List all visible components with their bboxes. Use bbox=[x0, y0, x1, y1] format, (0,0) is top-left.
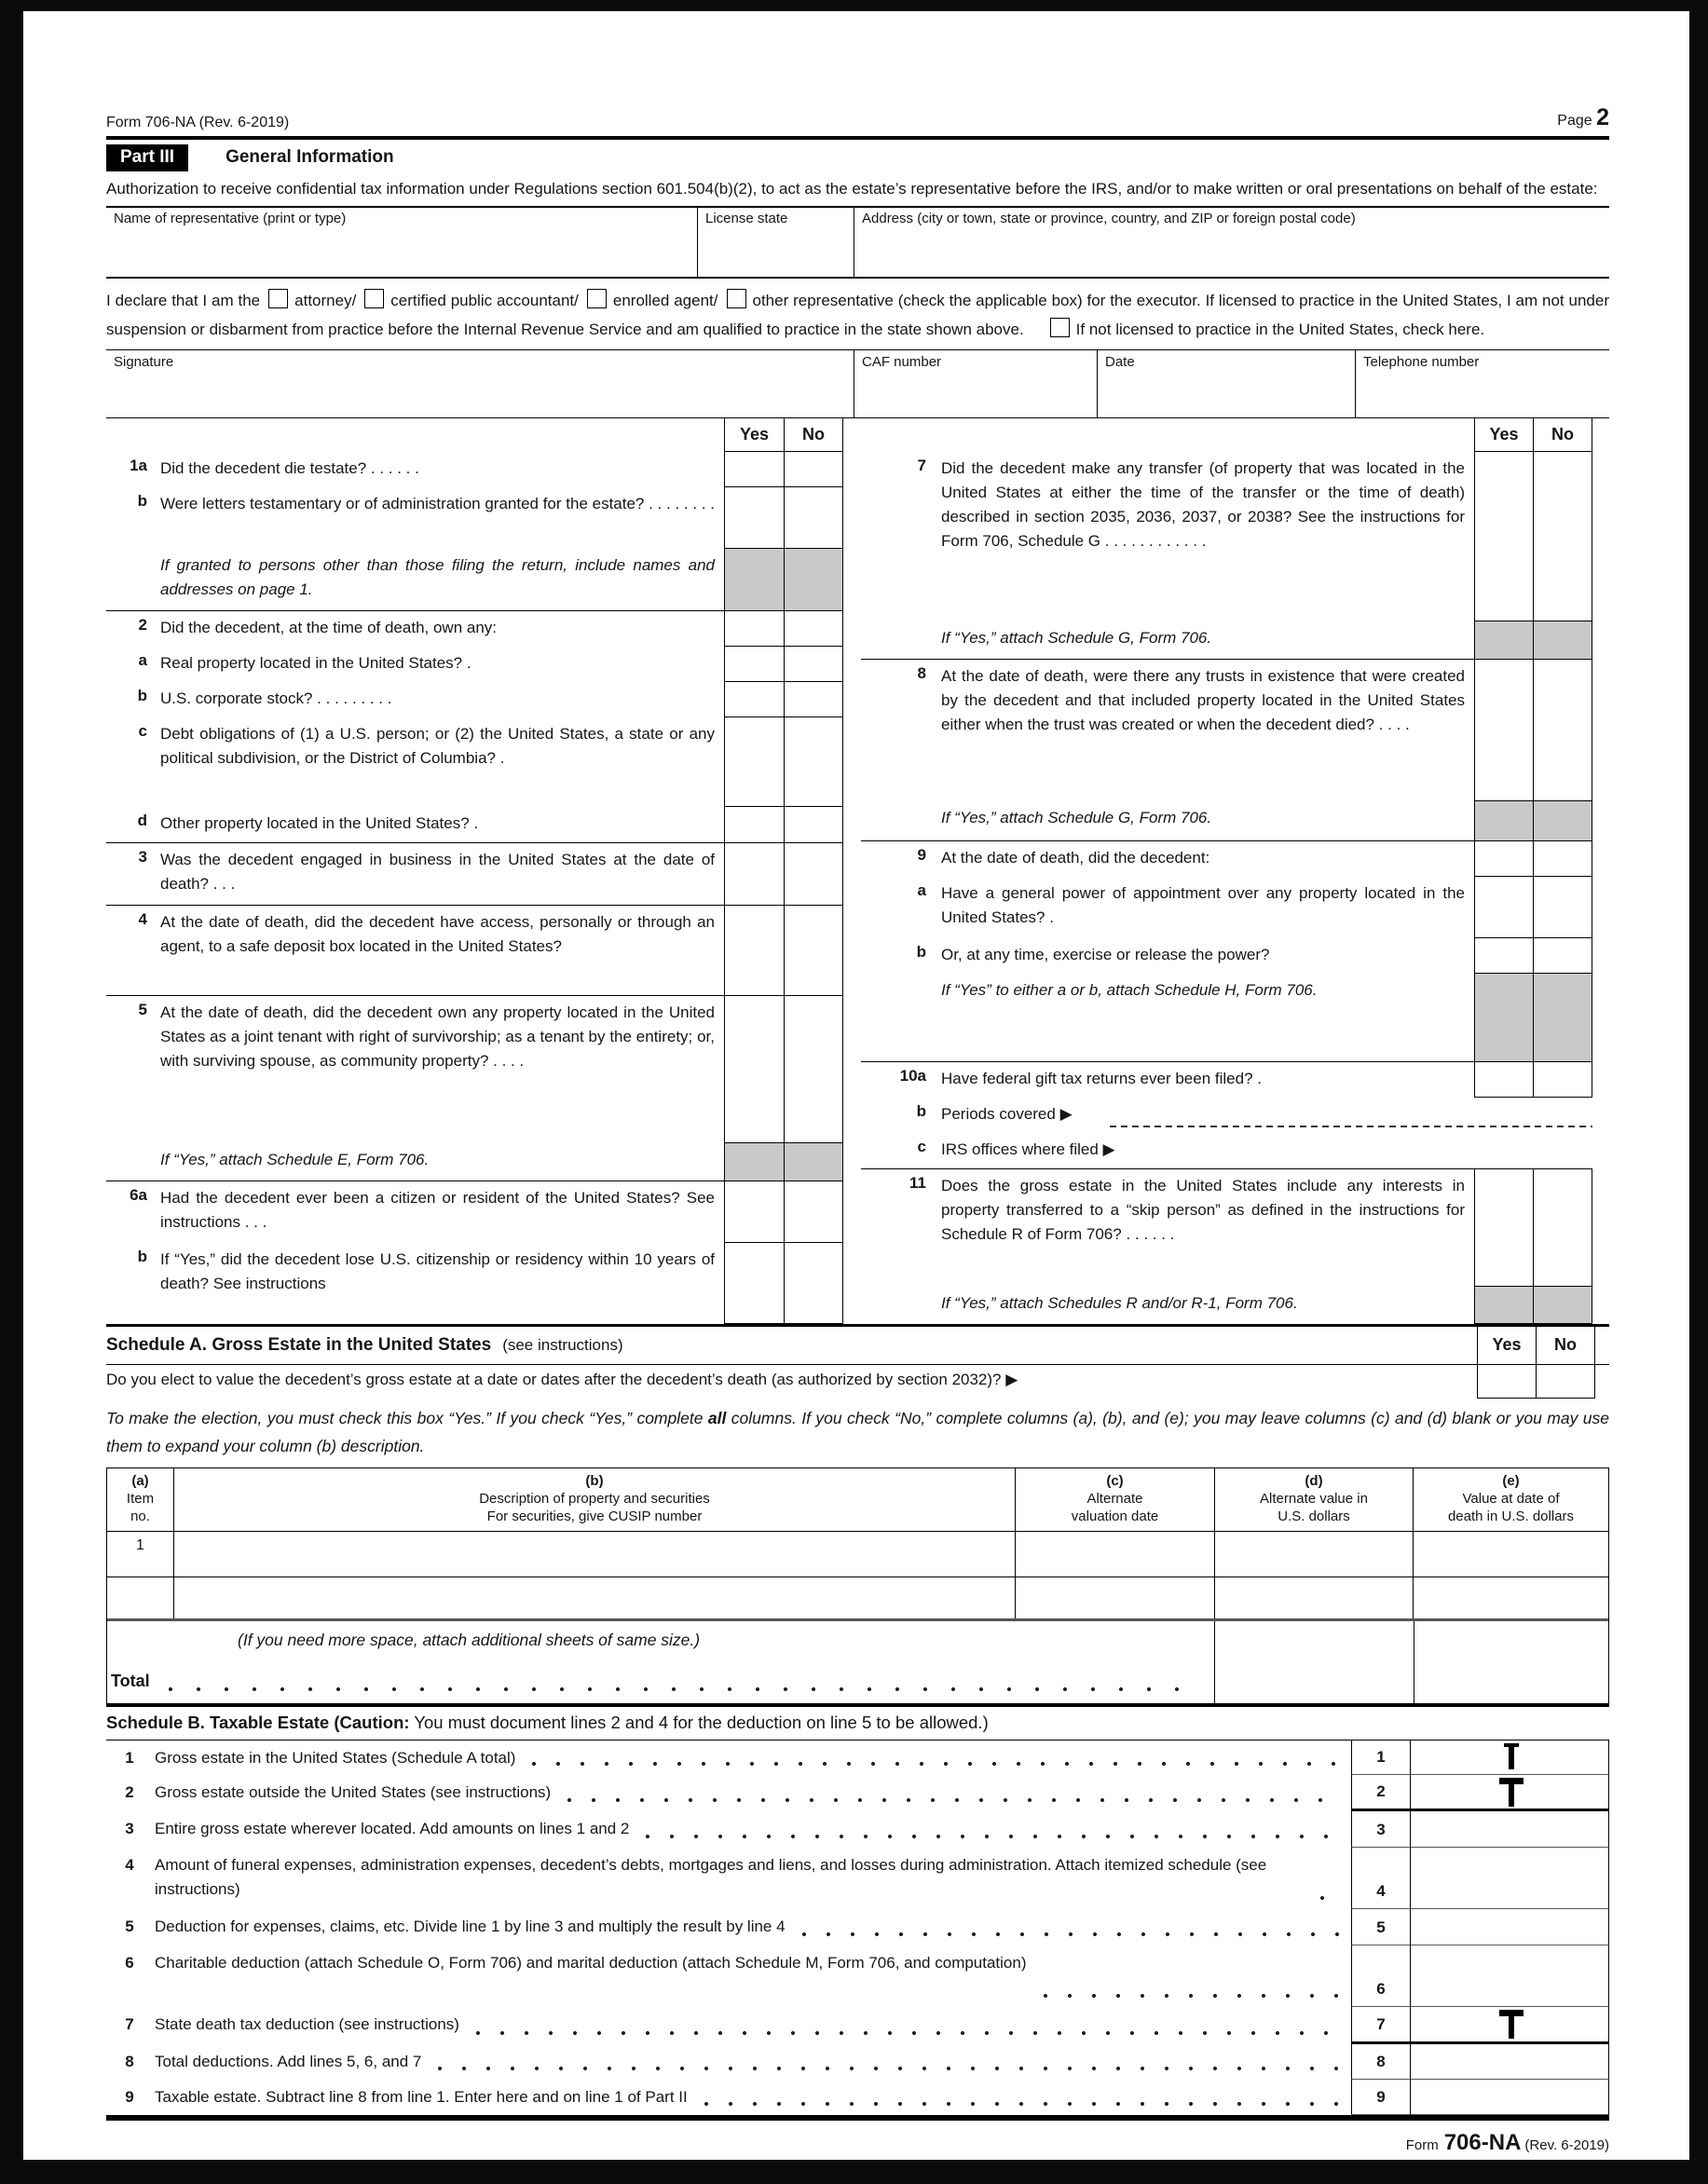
value-at-death-cell[interactable] bbox=[1413, 1577, 1608, 1618]
question-11: 11 Does the gross estate in the United States include any interests in property transferred to a “skip person” as defined in the instructions for Schedule R of Form 706? . . . . . . bbox=[861, 1169, 1592, 1287]
amount-cell[interactable] bbox=[1411, 2080, 1609, 2115]
question-6b: b If “Yes,” did the decedent lose U.S. citizenship or residency within 10 years of death? See instructions bbox=[106, 1243, 843, 1324]
enrolled-agent-checkbox[interactable] bbox=[587, 289, 607, 308]
yes-column-header: Yes bbox=[1474, 418, 1533, 452]
dot-leader bbox=[532, 1757, 1342, 1767]
no-column-header: No bbox=[1533, 418, 1592, 452]
question-10c: c IRS offices where filed ▶ bbox=[861, 1133, 1592, 1169]
no-answer-cell[interactable] bbox=[784, 996, 843, 1143]
yes-answer-cell[interactable] bbox=[724, 843, 784, 905]
schedule-a-yes-no-header bbox=[1477, 1327, 1595, 1364]
dot-leader bbox=[704, 2097, 1342, 2107]
shaded-cell bbox=[1533, 1287, 1592, 1324]
authorization-intro: Authorization to receive confidential tax information under Regulations section 601.504(b)(2), to act as the estate’s representative before the IRS, and/or to make written or oral presentations on behalf of the estate: bbox=[106, 180, 1598, 198]
question-2a: a Real property located in the United States? . bbox=[106, 647, 843, 682]
schedule-b-line-5: 5 Deduction for expenses, claims, etc. Divide line 1 by line 3 and multiply the result by line 4 5 bbox=[106, 1909, 1609, 1945]
dot-leader bbox=[567, 1794, 1342, 1803]
amount-cell[interactable] bbox=[1411, 1811, 1609, 1848]
line-number-box: 8 bbox=[1351, 2044, 1411, 2080]
yes-answer-cell[interactable] bbox=[724, 611, 784, 647]
column-b-header: (b) Description of property and securities For securities, give CUSIP number bbox=[173, 1468, 1015, 1531]
shaded-cell bbox=[1533, 621, 1592, 659]
question-5-note: If “Yes,” attach Schedule E, Form 706. bbox=[106, 1143, 843, 1181]
no-answer-cell[interactable] bbox=[784, 906, 843, 995]
telephone-field[interactable]: Telephone number bbox=[1355, 350, 1609, 417]
question-2: 2 Did the decedent, at the time of death, own any: bbox=[106, 611, 843, 647]
question-9a: a Have a general power of appointment over any property located in the United States? . bbox=[861, 877, 1592, 938]
representative-table bbox=[106, 206, 1609, 279]
shaded-cell bbox=[784, 549, 843, 610]
attorney-checkbox[interactable] bbox=[268, 289, 288, 308]
other-representative-checkbox[interactable] bbox=[727, 289, 746, 308]
yes-column-header: Yes bbox=[1477, 1327, 1536, 1364]
part3-header-bar bbox=[106, 141, 1609, 174]
dot-leader bbox=[1320, 1891, 1342, 1901]
total-value-at-death-cell[interactable] bbox=[1414, 1664, 1608, 1703]
schedule-b-line-1: 1 Gross estate in the United States (Schedule A total) 1 bbox=[106, 1740, 1609, 1775]
dot-leader bbox=[646, 1830, 1342, 1839]
schedule-a-table bbox=[106, 1467, 1609, 1707]
line-number-box: 4 bbox=[1351, 1848, 1411, 1909]
column-e-header: (e) Value at date of death in U.S. dollars bbox=[1413, 1468, 1608, 1531]
questions-right-column bbox=[861, 418, 1609, 1324]
question-8-note: If “Yes,” attach Schedule G, Form 706. bbox=[861, 801, 1592, 841]
question-9b: b Or, at any time, exercise or release the power? bbox=[861, 938, 1592, 974]
amount-cell[interactable] bbox=[1411, 1775, 1609, 1811]
schedule-b-line-6: 6 Charitable deduction (attach Schedule O, Form 706) and marital deduction (attach Schedule M, Form 706, and computation) 6 bbox=[106, 1945, 1609, 2007]
declaration-paragraph: I declare that I am the attorney/ certified public accountant/ enrolled agent/ other representative (check the applicable box) for the executor. If licensed to practice in the United States, I am not under suspension or disbarment from practice before the Internal Revenue Service and am qualified to practice in the state shown above. If not licensed to practice in the United States, check here. bbox=[106, 286, 1609, 344]
item-number-cell[interactable] bbox=[107, 1577, 173, 1618]
question-7: 7 Did the decedent make any transfer (of property that was located in the United States at either the time of the transfer or the time of death) described in section 2035, 2036, 2037, or 2038? See the instructions for Form 706, Schedule G . . . . . . . . . . . . bbox=[861, 452, 1592, 621]
schedule-b-line-3: 3 Entire gross estate wherever located. Add amounts on lines 1 and 2 3 bbox=[106, 1811, 1609, 1848]
no-answer-cell[interactable] bbox=[784, 682, 843, 717]
alternate-value-cell[interactable] bbox=[1214, 1532, 1413, 1577]
line-number-box: 7 bbox=[1351, 2007, 1411, 2044]
question-7-note: If “Yes,” attach Schedule G, Form 706. bbox=[861, 621, 1592, 660]
schedule-a-header: Schedule A. Gross Estate in the United States (see instructions) Yes No bbox=[106, 1324, 1609, 1365]
representative-address-field[interactable]: Address (city or town, state or province, country, and ZIP or foreign postal code) bbox=[854, 208, 1609, 277]
yes-answer-cell[interactable] bbox=[724, 647, 784, 682]
no-answer-cell[interactable] bbox=[1533, 1169, 1592, 1287]
schedule-b-line-9: 9 Taxable estate. Subtract line 8 from line 1. Enter here and on line 1 of Part II 9 bbox=[106, 2080, 1609, 2115]
total-alternate-value-cell[interactable] bbox=[1214, 1664, 1414, 1703]
page-footer: Form 706-NA (Rev. 6-2019) bbox=[1405, 2130, 1609, 2155]
question-2b: b U.S. corporate stock? . . . . . . . . . bbox=[106, 682, 843, 717]
description-cell[interactable] bbox=[173, 1532, 1015, 1577]
column-d-header: (d) Alternate value in U.S. dollars bbox=[1214, 1468, 1413, 1531]
no-column-header: No bbox=[784, 418, 843, 452]
periods-covered-blank[interactable] bbox=[1110, 1116, 1592, 1127]
line-number-box: 9 bbox=[1351, 2080, 1411, 2115]
question-6a: 6a Had the decedent ever been a citizen or resident of the United States? See instructions . . . bbox=[106, 1181, 843, 1243]
yes-answer-cell[interactable] bbox=[724, 906, 784, 995]
yes-no-header-left bbox=[106, 418, 843, 452]
form-id-header: Form 706-NA (Rev. 6-2019) bbox=[106, 115, 290, 130]
column-c-header: (c) Alternate valuation date bbox=[1015, 1468, 1214, 1531]
yes-answer-cell[interactable] bbox=[1474, 841, 1533, 877]
yes-answer-cell[interactable] bbox=[1474, 660, 1533, 801]
schedule-a-row-1 bbox=[107, 1532, 1608, 1577]
license-state-field[interactable]: License state bbox=[697, 208, 854, 277]
amount-cell[interactable] bbox=[1411, 1740, 1609, 1775]
no-answer-cell[interactable] bbox=[784, 487, 843, 549]
line-number-box: 3 bbox=[1351, 1811, 1411, 1848]
schedule-b-table bbox=[106, 1740, 1609, 2121]
line-number-box: 1 bbox=[1351, 1740, 1411, 1775]
column-a-header: (a) Item no. bbox=[126, 1473, 155, 1524]
line-number-box: 6 bbox=[1351, 1945, 1411, 2007]
yes-no-header-right bbox=[861, 418, 1592, 452]
yes-answer-cell[interactable] bbox=[724, 807, 784, 842]
no-answer-cell[interactable] bbox=[1533, 660, 1592, 801]
yes-answer-cell[interactable] bbox=[724, 487, 784, 549]
question-9: 9 At the date of death, did the decedent: bbox=[861, 841, 1592, 877]
schedule-b-line-2: 2 Gross estate outside the United States (see instructions) 2 bbox=[106, 1775, 1609, 1811]
alternate-value-cell[interactable] bbox=[1214, 1621, 1414, 1664]
yes-answer-cell[interactable] bbox=[724, 1181, 784, 1243]
no-answer-cell[interactable] bbox=[784, 807, 843, 842]
question-8: 8 At the date of death, were there any trusts in existence that were created by the decedent and that included property located in the United States either when the trust was created or when the decedent died? . . . . bbox=[861, 660, 1592, 801]
question-1a: 1a Did the decedent die testate? . . . . . . bbox=[106, 452, 843, 487]
question-5: 5 At the date of death, did the decedent own any property located in the United States as a joint tenant with right of survivorship; as a tenant by the entirety; or, with surviving spouse, as community property? . . . . bbox=[106, 996, 843, 1143]
question-3: 3 Was the decedent engaged in business in the United States at the date of death? . . . bbox=[106, 843, 843, 906]
shaded-cell bbox=[1474, 1287, 1533, 1324]
shaded-cell bbox=[784, 1143, 843, 1181]
schedule-b-line-8: 8 Total deductions. Add lines 5, 6, and 7 8 bbox=[106, 2044, 1609, 2080]
yes-answer-cell[interactable] bbox=[724, 682, 784, 717]
footer-form-number: 706-NA bbox=[1443, 2130, 1522, 2155]
question-2c: c Debt obligations of (1) a U.S. person; or (2) the United States, a state or any political subdivision, or the District of Columbia? . bbox=[106, 717, 843, 807]
date-field[interactable]: Date bbox=[1097, 350, 1355, 417]
question-10b: b Periods covered ▶ bbox=[861, 1098, 1592, 1133]
dot-leader bbox=[802, 1928, 1342, 1937]
dot-leader bbox=[169, 1664, 1192, 1692]
question-2d: d Other property located in the United States? . bbox=[106, 807, 843, 843]
line-number-box: 2 bbox=[1351, 1775, 1411, 1811]
schedule-a-total-row bbox=[107, 1664, 1608, 1707]
yes-column-header: Yes bbox=[724, 418, 784, 452]
value-at-death-cell[interactable] bbox=[1414, 1621, 1608, 1664]
alternate-value-cell[interactable] bbox=[1214, 1577, 1413, 1618]
no-answer-cell[interactable] bbox=[1533, 877, 1592, 938]
total-label: Total bbox=[111, 1672, 150, 1690]
amount-cell[interactable] bbox=[1411, 1909, 1609, 1945]
schedule-b-line-4: 4 Amount of funeral expenses, administration expenses, decedent’s debts, mortgages and liens, and losses during administration. Attach itemized schedule (see instructions) 4 bbox=[106, 1848, 1609, 1909]
no-answer-cell[interactable] bbox=[784, 717, 843, 807]
shaded-cell bbox=[724, 549, 784, 610]
no-answer-cell[interactable] bbox=[784, 452, 843, 487]
question-1b-note: If granted to persons other than those filing the return, include names and addresses on page 1. bbox=[106, 549, 843, 611]
stray-mark bbox=[1499, 2010, 1524, 2039]
yes-answer-cell[interactable] bbox=[724, 717, 784, 807]
dot-leader bbox=[438, 2062, 1342, 2071]
page-header bbox=[106, 104, 1609, 140]
line-number-box: 5 bbox=[1351, 1909, 1411, 1945]
yes-answer-cell[interactable] bbox=[1477, 1365, 1536, 1399]
question-9-note: If “Yes” to either a or b, attach Schedule H, Form 706. bbox=[861, 974, 1592, 1062]
more-space-note-row: (If you need more space, attach additional sheets of same size.) bbox=[107, 1621, 1608, 1664]
shaded-cell bbox=[1474, 621, 1533, 659]
schedule-a-empty-row bbox=[107, 1577, 1608, 1621]
shaded-cell bbox=[1474, 801, 1533, 840]
no-answer-cell[interactable] bbox=[784, 611, 843, 647]
value-at-death-cell[interactable] bbox=[1413, 1532, 1608, 1577]
representative-name-field[interactable]: Name of representative (print or type) bbox=[114, 211, 347, 226]
alternate-valuation-date-cell[interactable] bbox=[1015, 1532, 1214, 1577]
schedule-b-header: Schedule B. Taxable Estate (Caution: You must document lines 2 and 4 for the deduction on line 5 to be allowed.) bbox=[106, 1707, 1609, 1740]
no-answer-cell[interactable] bbox=[1533, 1062, 1592, 1098]
alternate-valuation-date-cell[interactable] bbox=[1015, 1577, 1214, 1618]
no-answer-cell[interactable] bbox=[1533, 452, 1592, 621]
amount-cell[interactable] bbox=[1411, 1945, 1609, 2007]
question-11-note: If “Yes,” attach Schedules R and/or R-1, Form 706. bbox=[861, 1287, 1592, 1324]
no-answer-cell[interactable] bbox=[1533, 938, 1592, 974]
no-answer-cell[interactable] bbox=[784, 1181, 843, 1243]
section-2032-election-row: Do you elect to value the decedent’s gross estate at a date or dates after the decedent’s death (as authorized by section 2032)? ▶ bbox=[106, 1365, 1609, 1399]
question-4: 4 At the date of death, did the decedent have access, personally or through an agent, to a safe deposit box located in the United States? bbox=[106, 906, 843, 996]
question-10a: 10a Have federal gift tax returns ever been filed? . bbox=[861, 1062, 1592, 1098]
part3-label: Part III bbox=[106, 144, 188, 171]
no-answer-cell[interactable] bbox=[1536, 1365, 1595, 1399]
yes-answer-cell[interactable] bbox=[1474, 1169, 1533, 1287]
cpa-checkbox[interactable] bbox=[364, 289, 384, 308]
signature-table bbox=[106, 349, 1609, 418]
amount-cell[interactable] bbox=[1411, 1848, 1609, 1909]
no-answer-cell[interactable] bbox=[1533, 841, 1592, 877]
page-number: Page 2 bbox=[1557, 104, 1609, 130]
dot-leader bbox=[476, 2027, 1342, 2036]
no-column-header: No bbox=[1536, 1327, 1595, 1364]
yes-answer-cell[interactable] bbox=[724, 996, 784, 1143]
not-licensed-checkbox[interactable] bbox=[1050, 318, 1070, 337]
question-1b: b Were letters testamentary or of administration granted for the estate? . . . . . . . . bbox=[106, 487, 843, 549]
schedule-a-table-header bbox=[107, 1468, 1608, 1532]
no-answer-cell[interactable] bbox=[784, 647, 843, 682]
stray-mark bbox=[1499, 1778, 1524, 1807]
yes-answer-cell[interactable] bbox=[1474, 1062, 1533, 1098]
description-cell[interactable] bbox=[173, 1577, 1015, 1618]
yes-answer-cell[interactable] bbox=[1474, 452, 1533, 621]
shaded-cell bbox=[724, 1143, 784, 1181]
yes-answer-cell[interactable] bbox=[1474, 877, 1533, 938]
item-number-cell: 1 bbox=[136, 1537, 144, 1553]
general-information-questions bbox=[106, 418, 1609, 1324]
yes-answer-cell[interactable] bbox=[724, 1243, 784, 1324]
yes-answer-cell[interactable] bbox=[724, 452, 784, 487]
questions-left-column bbox=[106, 418, 861, 1324]
dot-leader bbox=[1044, 1989, 1342, 1999]
no-answer-cell[interactable] bbox=[784, 1243, 843, 1324]
shaded-cell bbox=[1533, 974, 1592, 1061]
signature-field[interactable]: Signature bbox=[114, 354, 174, 370]
schedule-b-line-7: 7 State death tax deduction (see instructions) 7 bbox=[106, 2007, 1609, 2044]
part3-title: General Information bbox=[225, 147, 394, 167]
stray-mark bbox=[1499, 1743, 1524, 1769]
amount-cell[interactable] bbox=[1411, 2007, 1609, 2044]
caf-number-field[interactable]: CAF number bbox=[854, 350, 1097, 417]
no-answer-cell[interactable] bbox=[784, 843, 843, 905]
shaded-cell bbox=[1533, 801, 1592, 840]
shaded-cell bbox=[1474, 974, 1533, 1061]
yes-answer-cell[interactable] bbox=[1474, 938, 1533, 974]
amount-cell[interactable] bbox=[1411, 2044, 1609, 2080]
election-instructions-note: To make the election, you must check this box “Yes.” If you check “Yes,” complete all columns. If you check “No,” complete columns (a), (b), and (e); you may leave columns (c) and (d) blank or you may use them to expand your column (b) description. bbox=[106, 1409, 1609, 1455]
